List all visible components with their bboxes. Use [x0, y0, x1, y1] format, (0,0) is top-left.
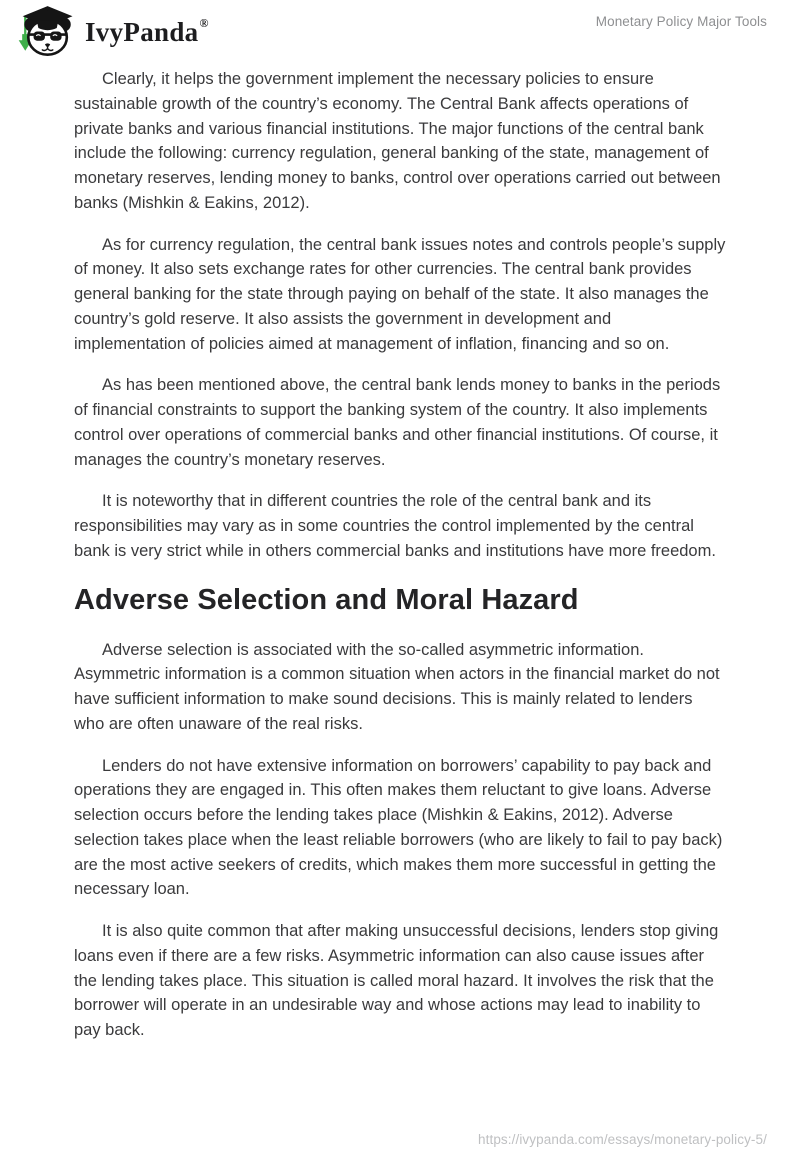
- registered-trademark-symbol: ®: [199, 16, 209, 30]
- ivypanda-brand-link[interactable]: [13, 5, 209, 58]
- source-url-link[interactable]: https://ivypanda.com/essays/monetary-policy-5/: [478, 1132, 767, 1147]
- paragraph: As has been mentioned above, the central bank lends money to banks in the periods of financial constraints to support the banking system of the country. It also implements control over operations of commercial banks and other financial institutions. Of course, it manages the country’s monetary reserves.: [74, 376, 721, 469]
- brand-wordmark: [85, 17, 209, 46]
- paragraph: It is also quite common that after making unsuccessful decisions, lenders stop giving loans even if there are a few risks. Asymmetric information can also cause issues after the lending takes place. This situation is called moral hazard. It involves the risk that the borrower will operate in an undesirable way and whose actions may lead to inability to pay back.: [74, 922, 719, 1039]
- brand-name: IvyPanda: [85, 17, 199, 47]
- paragraph: Lenders do not have extensive information on borrowers’ capability to pay back and operations they are engaged in. This often makes them reluctant to give loans. Adverse selection occurs before the lending takes place (Mishkin & Eakins, 2012). Adverse selection takes place when the least reliable borrowers (who are likely to fail to pay back) are the most active seekers of credits, which makes them more successful in getting the necessary loan.: [74, 756, 723, 899]
- section-heading: Adverse Selection and Moral Hazard: [74, 583, 579, 616]
- paragraph: As for currency regulation, the central bank issues notes and controls people’s supply of money. It also sets exchange rates for other currencies. The central bank provides general banking for the state through paying on behalf of the state. It also manages the country’s gold reserve. It also assists the government in development and implementation of policies aimed at management of inflation, financing and so on.: [74, 235, 726, 353]
- ivypanda-panda-logo-icon: [13, 5, 76, 58]
- running-head-title: Monetary Policy Major Tools: [595, 14, 767, 29]
- essay-content: [74, 67, 726, 1060]
- paragraph: Clearly, it helps the government implement the necessary policies to ensure sustainable growth of the country’s economy. The Central Bank affects operations of private banks and various financial institutions. The major functions of the central bank include the following: currency regulation, general banking of the state, management of monetary reserves, lending money to banks, control over operations carried out between banks (Mishkin & Eakins, 2012).: [74, 70, 721, 212]
- paragraph: Adverse selection is associated with the so-called asymmetric information. Asymmetric information is a common situation when actors in the financial market do not have sufficient information to make sound decisions. This is mainly related to lenders who are often unaware of the real risks.: [74, 640, 720, 733]
- paragraph: It is noteworthy that in different countries the role of the central bank and its responsibilities may vary as in some countries the control implemented by the central bank is very strict while in others commercial banks and institutions have more freedom.: [74, 492, 716, 560]
